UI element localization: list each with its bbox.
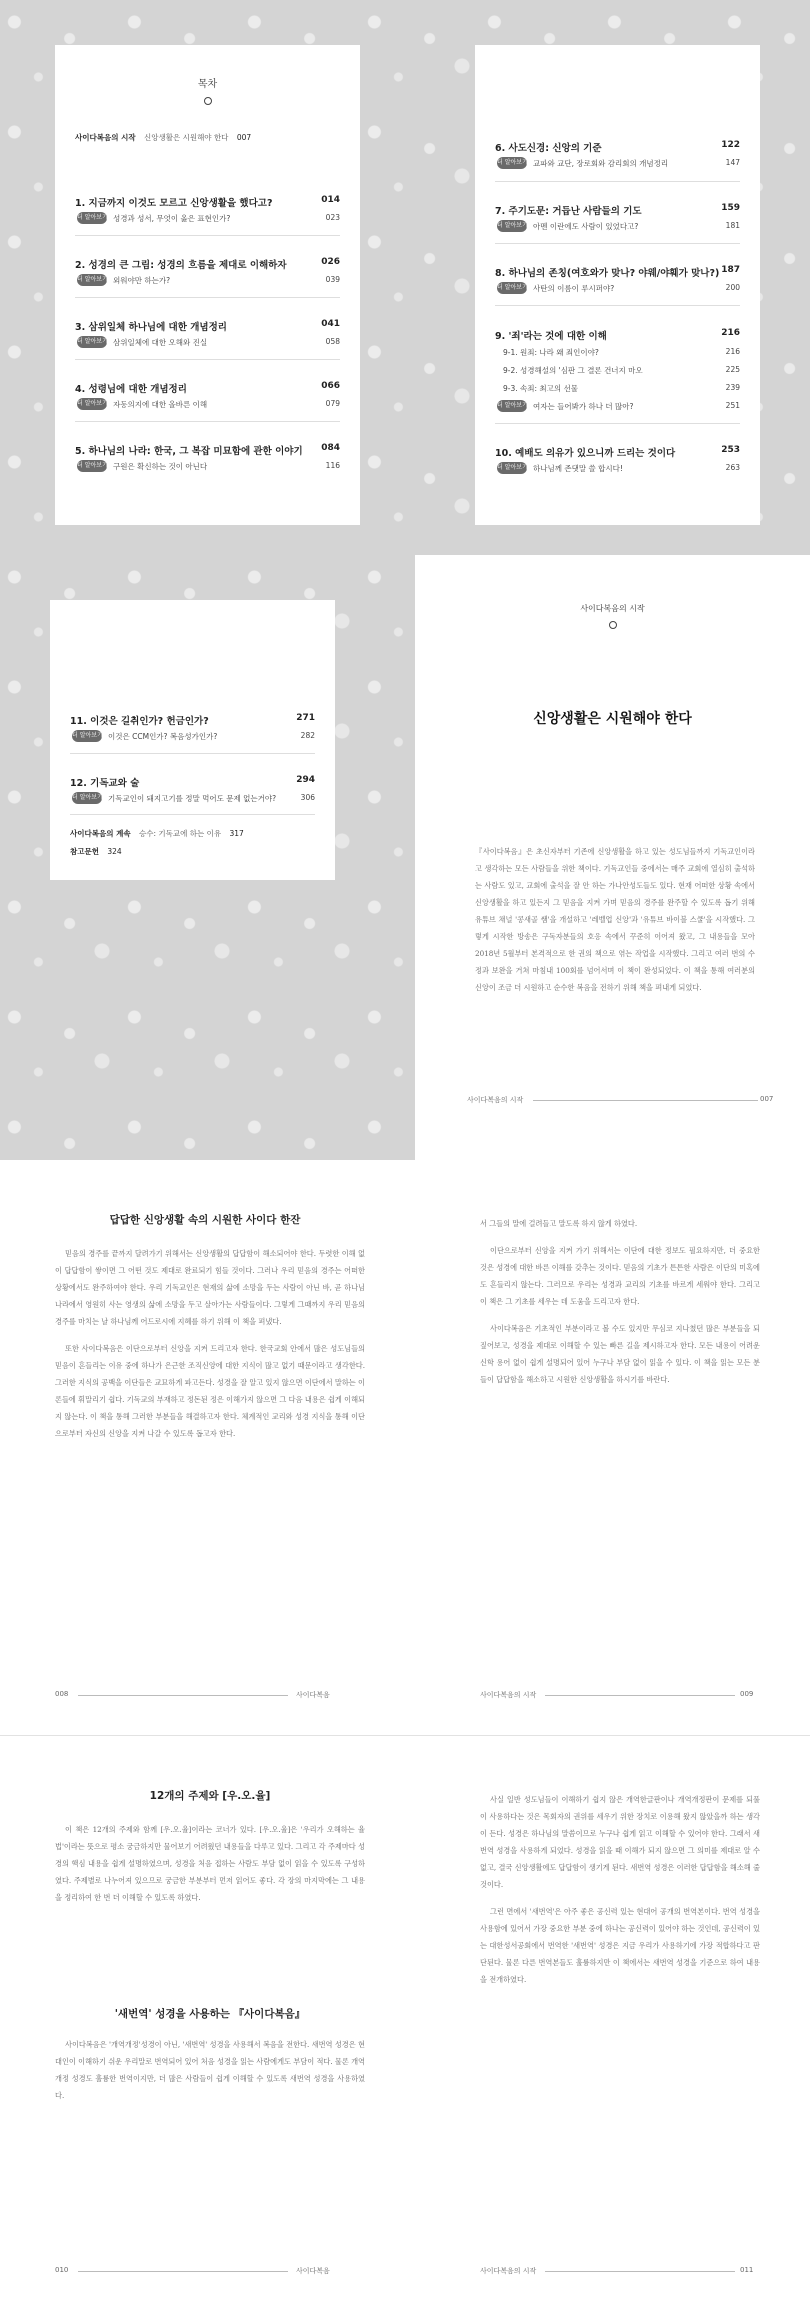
- intro-title: 신앙생활은 시원해야 한다: [533, 711, 692, 727]
- toc-chapter-3-sub-label: 삼위일체에 대한 오해와 진실: [113, 337, 208, 347]
- spread1-right-text: [480, 1215, 760, 1670]
- toc-chapter-9-page: 216: [721, 328, 740, 338]
- toc-refs-page: 324: [107, 847, 122, 856]
- spread1-right-footer-page: 009: [740, 1690, 754, 1698]
- toc-continue-sub: 승수: 기독교에 하는 이유: [138, 829, 222, 838]
- tag-badge: 더 알아보기: [497, 157, 527, 169]
- toc-chapter-9-sub: [497, 400, 633, 412]
- toc-continue-line: [70, 828, 244, 839]
- intro-page: [415, 555, 810, 1160]
- toc-intro-sub: 신앙생활은 시원해야 한다: [143, 133, 229, 142]
- toc-chapter-3-subpage: 058: [325, 337, 340, 346]
- toc-chapter-12-sub-label: 기독교인이 돼지고기를 정말 먹어도 문제 없는거야?: [108, 793, 277, 803]
- toc-intro-line: [75, 132, 251, 143]
- tag-badge: 더 알아보기: [77, 274, 107, 286]
- spread1-right-footer-label: 사이다복음의 시작: [480, 1691, 537, 1699]
- toc-rule: [495, 181, 740, 182]
- intro-footer-label: 사이다복음의 시작: [467, 1096, 524, 1104]
- tag-badge: 더 알아보기: [77, 336, 107, 348]
- spread1-left-footer-page: 008: [55, 1690, 69, 1698]
- spread1-left-para-1: 믿음의 경주를 끝까지 달려가기 위해서는 신앙생활의 답답함이 해소되어야 한다. 두렷한 이해 없이 답답함이 쌓이면 그 어떤 것도 제대로 완료되기 힘들 것이다. 그러나 우리 믿음의 경주는 어떠한 상황에서도 완주하여야 한다. 우리 기독교인은 현재의 삶에 소망을 두는 사람이 아닌 바, 곧 하나님나라에서 영원히 사는 영생의 삶에 소망을 두고 살아가는 사람들이다. 그렇게 그때까지 우리 믿음의 경주를 마치는 날 하나님께 어드로시에 지혜를 하기 위해 이 책을 펴냈다.: [55, 1249, 365, 1326]
- toc-chapter-11-title[interactable]: 11. 이것은 길취인가? 헌금인가?: [70, 716, 209, 727]
- toc-chapter-9-title[interactable]: 9. '죄'라는 것에 대한 이해: [495, 331, 607, 342]
- toc-rule: [495, 243, 740, 244]
- toc-chapter-6-sub-label: 교파와 교단, 장로회와 감리회의 개념정리: [533, 158, 669, 168]
- spread2-right-footer-page: 011: [740, 2266, 754, 2274]
- toc-rule: [75, 297, 340, 298]
- toc-intro-page: 007: [236, 133, 252, 142]
- toc-rule: [495, 423, 740, 424]
- toc-heading: 목차: [197, 79, 218, 90]
- toc-chapter-4-page: 066: [321, 381, 340, 391]
- footer-line: [78, 1695, 288, 1696]
- spread2-right-para-1: 사실 일반 성도님들이 이해하기 쉽지 않은 개역한글판이나 개역개정판이 문제를 되풀이 사용하다는 것은 목회자의 권위를 세우기 위한 장치로 이용해 왔지 않았을까 하는 생각이 든다. 성경은 하나님의 말씀이므로 누구나 쉽게 읽고 이해할 수 있어야 한다. 그래서 새번역 성경을 사용하게 되었다. 성경을 읽을 때 이해가 되지 않으면 그 의미를 제대로 알 수 없고, 결국 신앙생활에도 답답함이 생기게 된다. 새번역 성경은 이러한 답답함을 해소해 줄 것이다.: [480, 1795, 760, 1889]
- spread1-left-text: [55, 1245, 365, 1670]
- toc-chapter-10-sub-label: 하나님께 존댓말 쓸 합시다!: [533, 463, 623, 473]
- toc-chapter-6-subpage: 147: [725, 158, 740, 167]
- toc-chapter-2-sub-label: 외워야만 하는가?: [113, 275, 171, 285]
- toc-rule: [70, 753, 315, 754]
- toc-chapter-9-sub-label: 여자는 들어봐가 하나 더 많아?: [533, 401, 634, 411]
- toc-rule: [495, 305, 740, 306]
- spread2-left-footer-page: 010: [55, 2266, 69, 2274]
- toc-chapter-9-item-3[interactable]: 9-3. 속죄: 최고의 선물: [503, 384, 579, 393]
- tag-badge: 더 알아보기: [497, 462, 527, 474]
- spread2-left-text-2: [55, 2036, 365, 2151]
- toc-chapter-1-page: 014: [321, 195, 340, 205]
- toc-chapter-8-sub: [497, 282, 614, 294]
- toc-page-1: [55, 45, 360, 525]
- footer-line: [545, 2271, 735, 2272]
- toc-refs-title: 참고문헌: [70, 847, 99, 856]
- toc-chapter-5-sub: [77, 460, 207, 472]
- toc-chapter-11-page: 271: [296, 713, 315, 723]
- toc-chapter-12-title[interactable]: 12. 기독교와 술: [70, 778, 140, 789]
- intro-paragraph: [475, 843, 755, 1043]
- toc-chapter-7-sub-label: 아멘 이란에도 사람이 있었다고?: [533, 221, 639, 231]
- toc-chapter-4-sub: [77, 398, 207, 410]
- circle-ornament-icon: [609, 621, 617, 629]
- intro-footer-page: 007: [760, 1095, 774, 1103]
- toc-intro-title: 사이다복음의 시작: [75, 133, 136, 142]
- toc-chapter-12-sub: [72, 792, 276, 804]
- tag-badge: 더 알아보기: [77, 460, 107, 472]
- spread1-right-para-3: 사이다복음은 기초적인 부분이라고 볼 수도 있지만 무심코 지나쳤던 많은 부분들을 되짚어보고, 성경을 제대로 이해할 수 있는 빠른 길을 제시하고자 한다. 모든 내용이 어려운 신학 용어 없이 쉽게 설명되어 있어 누구나 부담 없이 읽을 수 있다. 이 책을 읽는 모든 분들이 답답함을 해소하고 시원한 신앙생활을 하시기를 바란다.: [480, 1324, 760, 1384]
- toc-chapter-1-sub-label: 성경과 성서, 무엇이 옳은 표현인가?: [113, 213, 231, 223]
- toc-chapter-9-item-1-page: 216: [725, 347, 740, 356]
- intro-section-label: 사이다복음의 시작: [580, 604, 645, 613]
- spread-1: [0, 1160, 810, 1735]
- toc-chapter-5-sub-label: 구원은 확신하는 것이 아닌다: [113, 461, 208, 471]
- spread-2: [0, 1736, 810, 2300]
- spread1-right-para-2: 이단으로부터 신앙을 지켜 가기 위해서는 이단에 대한 정보도 필요하지만, 더 중요한 것은 성경에 대한 바른 이해를 갖추는 것이다. 믿음의 기초가 튼튼한 사람은 이단의 미혹에도 흔들리지 않는다. 그러므로 우리는 성경과 교리의 기초를 바르게 세워야 한다. 그리고 이 책은 그 기초를 세우는 데 도움을 드리고자 한다.: [480, 1246, 760, 1306]
- toc-rule: [75, 421, 340, 422]
- toc-chapter-1-subpage: 023: [325, 213, 340, 222]
- toc-chapter-6-page: 122: [721, 140, 740, 150]
- toc-chapter-9-item-2[interactable]: 9-2. 성경해설의 '심판 그 결론 건너지 마오: [503, 366, 643, 375]
- toc-chapter-10-sub: [497, 462, 623, 474]
- toc-chapter-5-subpage: 116: [325, 461, 340, 470]
- toc-page-3: [50, 600, 335, 880]
- toc-chapter-7-subpage: 181: [725, 221, 740, 230]
- toc-chapter-9-item-2-page: 225: [725, 365, 740, 374]
- spread2-left-footer-label: 사이다복음: [296, 2267, 330, 2275]
- spread1-left-footer-label: 사이다복음: [296, 1691, 330, 1699]
- toc-chapter-10-subpage: 263: [725, 463, 740, 472]
- toc-chapter-8-title[interactable]: 8. 하나님의 존칭(여호와가 맞나? 야웨/야훼가 맞나?): [495, 268, 720, 279]
- toc-chapter-6-title[interactable]: 6. 사도신경: 신앙의 기준: [495, 143, 602, 154]
- toc-chapter-3-title[interactable]: 3. 삼위일체 하나님에 대한 개념정리: [75, 322, 227, 333]
- toc-chapter-2-subpage: 039: [325, 275, 340, 284]
- spread2-left-title-2: '새번역' 성경을 사용하는 『사이다복음』: [114, 2008, 306, 2020]
- toc-chapter-7-sub: [497, 220, 638, 232]
- spread1-left-para-2: 또한 사이다복음은 이단으로부터 신앙을 지켜 드리고자 한다. 한국교회 안에서 많은 성도님들의 믿음이 흔들리는 이유 중에 하나가 은근한 조직신앙에 대한 지식이 많고 없기 때문이라고 생각한다. 그러한 지식의 공백을 이단들은 교묘하게 파고든다. 성경을 잘 알고 있지 않으면 이단에서 말하는 이론들에 휘말리기 쉽다. 기독교의 부재하고 정돈된 정은 이해가지 않으면 그 다음 내용은 쉽게 이해되지 않는다. 이 책을 통해 그러한 부분들을 해결하고자 한다. 체계적인 교리와 성경 지식을 통해 이단으로부터 자신의 신앙을 지켜 나갈 수 있도록 돕고자 한다.: [55, 1344, 365, 1438]
- spread2-left-para-2: 사이다복음은 '개역개정'성경이 아닌, '새번역' 성경을 사용해서 복음을 전한다. 새번역 성경은 현대인이 이해하기 쉬운 우리말로 번역되어 있어 처음 성경을 읽는 사람에게도 부담이 적다. 물론 개역개정 성경도 훌륭한 번역이지만, 더 많은 사람들이 쉽게 이해할 수 있도록 새번역 성경을 사용하였다.: [55, 2040, 365, 2100]
- toc-chapter-1-sub: [77, 212, 230, 224]
- toc-chapter-9-subpage: 251: [725, 401, 740, 410]
- footer-line: [78, 2271, 288, 2272]
- toc-band-1: [0, 0, 810, 555]
- toc-chapter-2-title[interactable]: 2. 성경의 큰 그림: 성경의 흐름을 제대로 이해하자: [75, 260, 287, 271]
- toc-chapter-7-title[interactable]: 7. 주기도문: 거듭난 사람들의 기도: [495, 206, 642, 217]
- spread2-right-para-2: 그런 면에서 '새번역'은 아주 좋은 공신력 있는 현대어 공개의 번역본이다. 번역 성경을 사용함에 있어서 가장 중요한 부분 중에 하나는 공신력이 있어야 하는 것인데, 공신력이 있는 대한성서공회에서 번역한 '새번역' 성경은 지금 우리가 사용하기에 가장 적합하다고 판단된다. 물론 다른 번역본들도 훌륭하지만 이 책에서는 새번역 성경을 기준으로 하여 내용을 전개하였다.: [480, 1907, 760, 1984]
- toc-chapter-3-page: 041: [321, 319, 340, 329]
- circle-ornament-icon: [204, 97, 212, 105]
- toc-chapter-8-page: 187: [721, 265, 740, 275]
- tag-badge: 더 알아보기: [72, 792, 102, 804]
- spread2-right-text: [480, 1791, 760, 2256]
- spread1-right-para-1: 서 그들의 말에 걸려들고 말도록 하지 않게 하였다.: [480, 1219, 638, 1228]
- toc-chapter-2-page: 026: [321, 257, 340, 267]
- toc-chapter-5-title[interactable]: 5. 하나님의 나라: 한국, 그 복잡 미묘함에 관한 이야기: [75, 446, 303, 457]
- toc-chapter-12-page: 294: [296, 775, 315, 785]
- toc-chapter-4-subpage: 079: [325, 399, 340, 408]
- spread2-left-title: 12개의 주제와 [우.오.율]: [149, 1790, 271, 1802]
- toc-page-2: [475, 45, 760, 525]
- toc-rule: [70, 814, 315, 815]
- toc-chapter-4-sub-label: 자동의지에 대한 올바른 이해: [113, 399, 208, 409]
- toc-band-2: [0, 555, 810, 1160]
- toc-chapter-2-sub: [77, 274, 170, 286]
- toc-chapter-8-sub-label: 사탄의 이름이 루시퍼야?: [533, 283, 615, 293]
- toc-chapter-11-sub: [72, 730, 217, 742]
- toc-chapter-8-subpage: 200: [725, 283, 740, 292]
- toc-chapter-6-sub: [497, 157, 668, 169]
- spread2-left-para-1: 이 책은 12개의 주제와 함께 [우.오.율]이라는 코너가 있다. [우.오.율]은 '우리가 오해하는 율법'이라는 뜻으로 평소 궁금하지만 물어보기 어려웠던 내용들을 다루고 있다. 그리고 각 주제마다 성경의 핵심 내용을 쉽게 설명하였으며, 성경을 처음 접하는 사람도 부담 없이 읽을 수 있도록 구성하였다. 주제별로 나누어져 있으므로 궁금한 부분부터 먼저 읽어도 좋다. 각 장의 마지막에는 그 내용을 정리하여 한 번 더 이해할 수 있도록 하였다.: [55, 1825, 365, 1902]
- toc-chapter-11-sub-label: 이것은 CCM인가? 복음성가인가?: [108, 731, 218, 741]
- toc-rule: [75, 359, 340, 360]
- tag-badge: 더 알아보기: [77, 398, 107, 410]
- toc-chapter-9-item-3-page: 239: [725, 383, 740, 392]
- footer-line: [533, 1100, 758, 1101]
- toc-refs-line: [70, 846, 122, 857]
- tag-badge: 더 알아보기: [497, 282, 527, 294]
- spread2-right-footer-label: 사이다복음의 시작: [480, 2267, 537, 2275]
- toc-chapter-1-title[interactable]: 1. 지금까지 이것도 모르고 신앙생활을 했다고?: [75, 198, 273, 209]
- toc-chapter-10-page: 253: [721, 445, 740, 455]
- toc-chapter-9-item-1[interactable]: 9-1. 원죄: 나라 왜 죄인이야?: [503, 348, 599, 357]
- toc-rule: [75, 235, 340, 236]
- toc-chapter-4-title[interactable]: 4. 성령님에 대한 개념정리: [75, 384, 187, 395]
- intro-paragraph-text: 『사이다복음』은 초신자부터 기존에 신앙생활을 하고 있는 성도님들까지 기독교인이라고 생각하는 모든 사람들을 위한 책이다. 기독교인들 중에서는 매주 교회에 열심히 출석하는 사람도 있고, 교회에 출석을 잘 안 하는 가나안성도들도 있다. 현재 어떠한 상황 속에서 신앙생활을 하고 있든지 그 믿음을 지켜 가며 믿음의 경주를 완주할 수 있도록 돕기 위해 유튜브 채널 '콩새골 쌤'을 개설하고 '레벨업 신앙'과 '유튜브 바이블 스쿨'을 시작했다. 그렇게 시작한 방송은 구독자분들의 호응 속에서 꾸준히 이어져 왔고, 그 내용들을 모아 2018년 5월부터 본격적으로 한 권의 책으로 엮는 작업을 시작했다. 그리고 여러 번의 수정과 보완을 거쳐 마침내 100회를 넘어서며 이 책이 완성되었다. 이 책을 통해 여러분의 신앙이 조금 더 시원하고 순수한 복음을 전하기 위해 책을 펴내게 되었다.: [475, 847, 755, 992]
- tag-badge: 더 알아보기: [72, 730, 102, 742]
- spread1-left-title: 답답한 신앙생활 속의 시원한 사이다 한잔: [109, 1214, 301, 1226]
- toc-chapter-11-subpage: 282: [300, 731, 315, 740]
- footer-line: [545, 1695, 735, 1696]
- toc-chapter-10-title[interactable]: 10. 예배도 의유가 있으니까 드리는 것이다: [495, 448, 676, 459]
- toc-chapter-12-subpage: 306: [300, 793, 315, 802]
- toc-continue-page: 317: [229, 829, 244, 838]
- toc-chapter-7-page: 159: [721, 203, 740, 213]
- toc-chapter-3-sub: [77, 336, 207, 348]
- tag-badge: 더 알아보기: [497, 400, 527, 412]
- tag-badge: 더 알아보기: [497, 220, 527, 232]
- toc-continue-title: 사이다복음의 계속: [70, 829, 131, 838]
- spread2-left-text-1: [55, 1821, 365, 1971]
- tag-badge: 더 알아보기: [77, 212, 107, 224]
- toc-chapter-5-page: 084: [321, 443, 340, 453]
